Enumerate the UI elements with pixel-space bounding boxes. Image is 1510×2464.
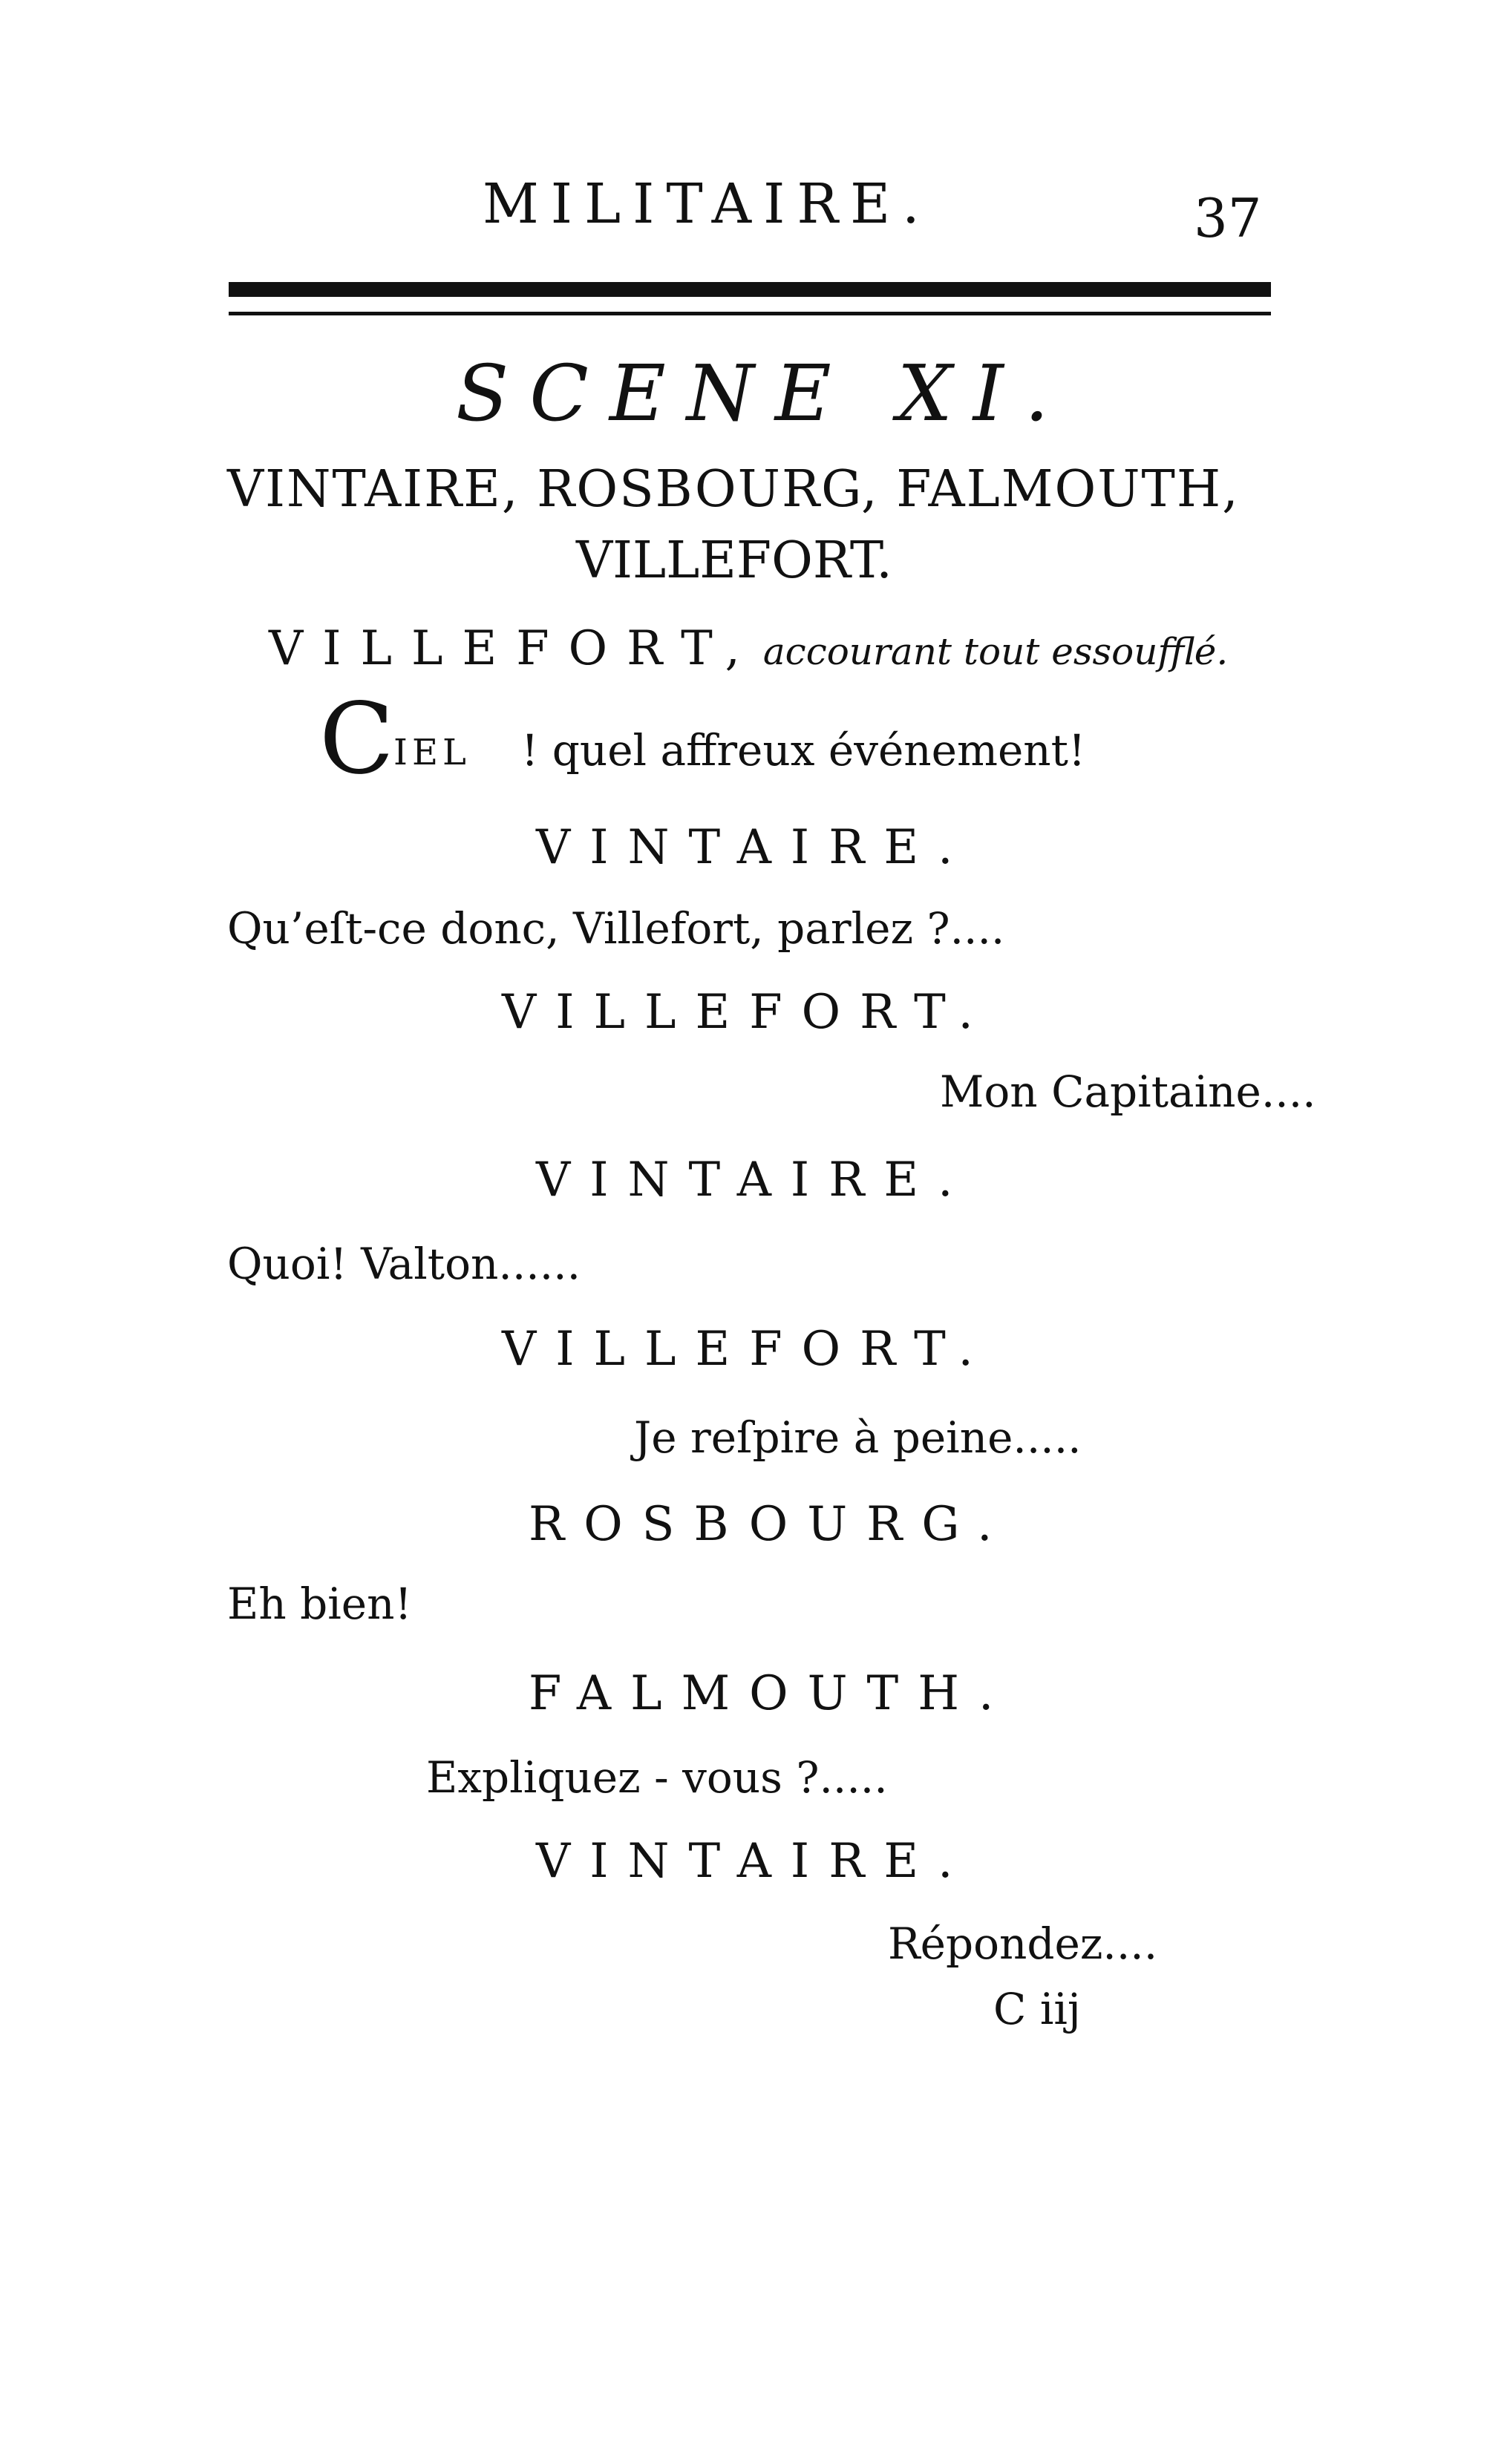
speaker-name: ROSBOURG. <box>529 1497 1012 1552</box>
speech-line: Je reſpire à peine..... <box>634 1412 1082 1463</box>
speaker-name: FALMOUTH. <box>529 1666 1013 1721</box>
small-caps-word: IEL <box>393 732 471 773</box>
speaker-name: VINTAIRE. <box>536 820 973 875</box>
thin-rule <box>229 312 1271 315</box>
speech-line: Mon Capitaine.... <box>940 1066 1316 1117</box>
speech-line: Qu’eſt-ce donc, Villefort, parlez ?.... <box>227 903 1005 954</box>
speech-line: ! quel affreux événement! <box>521 725 1086 776</box>
speaker-heading <box>269 621 1229 676</box>
speaker-name: VINTAIRE. <box>536 1153 973 1208</box>
speaker-name: VILLEFORT. <box>502 985 993 1040</box>
speech-line: Eh bien! <box>227 1579 412 1629</box>
page-number: 37 <box>1194 187 1262 249</box>
character-list-line-2: VILLEFORT. <box>576 531 892 590</box>
speaker-name: VILLEFORT. <box>502 1322 993 1377</box>
speaker-name: VINTAIRE. <box>536 1834 973 1889</box>
speaker-name: VILLEFORT, <box>269 621 759 676</box>
signature-mark: C iij <box>993 1984 1081 2034</box>
ornamental-rule <box>229 282 1271 297</box>
scene-heading: SCENE XI. <box>456 348 1070 439</box>
running-title: MILITAIRE. <box>483 172 932 236</box>
stage-direction: accourant tout essoufflé. <box>762 630 1229 673</box>
speech-line: Quoi! Valton...... <box>227 1239 581 1289</box>
drop-cap: C <box>319 682 394 796</box>
speech-line: Expliquez - vous ?..... <box>426 1752 888 1803</box>
character-list-line-1: VINTAIRE, ROSBOURG, FALMOUTH, <box>227 460 1240 519</box>
speech-line: Répondez.... <box>888 1919 1158 1969</box>
